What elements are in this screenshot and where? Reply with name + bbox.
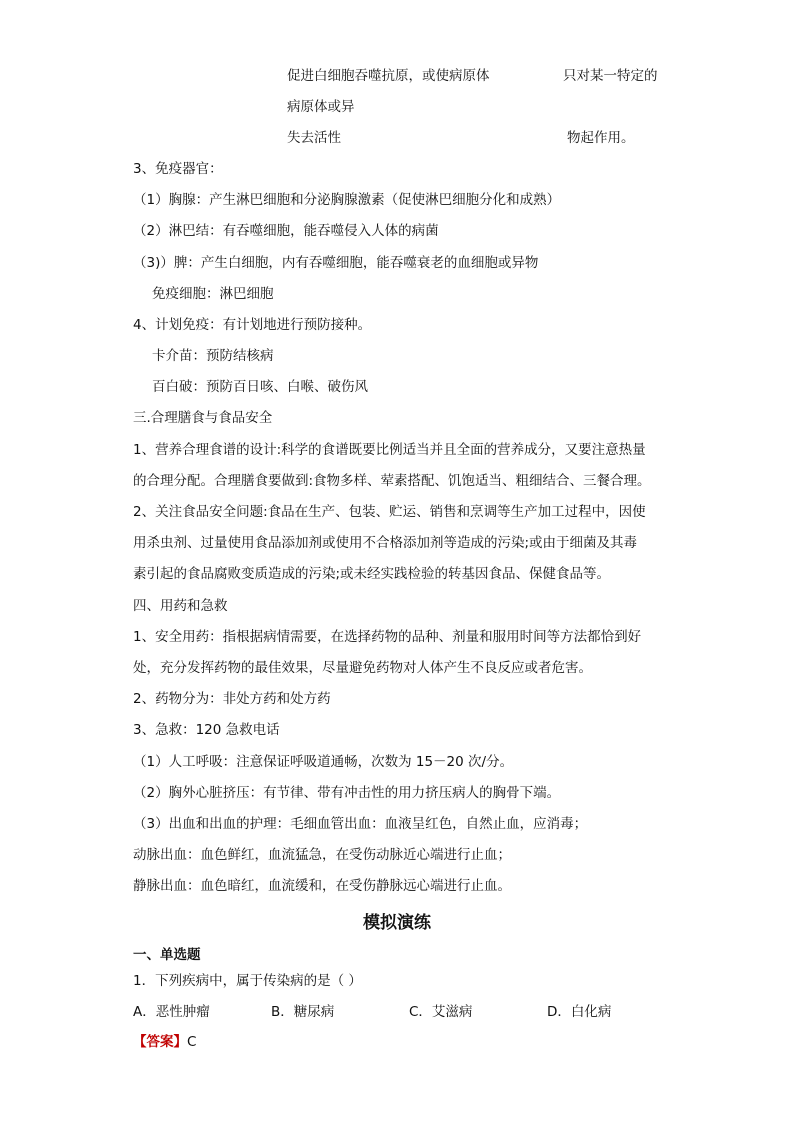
paragraph-line: （1）胸腺：产生淋巴细胞和分泌胸腺激素（促使淋巴细胞分化和成熟） — [133, 192, 561, 208]
paragraph-line: 动脉出血：血色鲜红，血流猛急，在受伤动脉近心端进行止血； — [133, 847, 511, 863]
paragraph-line: （3)）脾：产生白细胞，内有吞噬细胞，能吞噬衰老的血细胞或异物 — [133, 255, 539, 271]
practice-title: 模拟演练 — [363, 913, 431, 933]
paragraph-line: 用杀虫剂、过量使用食品添加剂或使用不合格添加剂等造成的污染;或由于细菌及其毒 — [133, 535, 638, 551]
paragraph-line: （2）胸外心脏挤压：有节律、带有冲击性的用力挤压病人的胸骨下端。 — [133, 785, 561, 801]
paragraph-line: 卡介苗：预防结核病 — [152, 348, 274, 364]
option-a: A．恶性肿瘤 — [133, 1004, 210, 1020]
question-stem: 1．下列疾病中，属于传染病的是（ ） — [133, 973, 362, 989]
paragraph-line: （2）淋巴结：有吞噬细胞，能吞噬侵入人体的病菌 — [133, 223, 439, 239]
paragraph-line: 静脉出血：血色暗红，血流缓和，在受伤静脉远心端进行止血。 — [133, 878, 511, 894]
paragraph-line: 1、安全用药：指根据病情需要，在选择药物的品种、剂量和服用时间等方法都恰到好 — [133, 629, 642, 645]
table-cell-text: 病原体或异 — [287, 99, 355, 115]
section-heading: 3、免疫器官： — [133, 161, 223, 177]
paragraph-line: （1）人工呼吸：注意保证呼吸道通畅，次数为 15－20 次/分。 — [133, 754, 514, 770]
paragraph-line: 3、急救：120 急救电话 — [133, 722, 280, 738]
answer-label: 【答案】 — [133, 1034, 187, 1050]
table-cell-text: 促进白细胞吞噬抗原，或使病原体 — [287, 68, 490, 84]
option-d: D．白化病 — [547, 1004, 612, 1020]
section-heading: 四、用药和急救 — [133, 598, 228, 614]
option-b: B．糖尿病 — [271, 1004, 335, 1020]
paragraph-line: 免疫细胞：淋巴细胞 — [152, 286, 274, 302]
paragraph-line: 处，充分发挥药物的最佳效果，尽量避免药物对人体产生不良反应或者危害。 — [133, 660, 592, 676]
paragraph-line: 2、关注食品安全问题:食品在生产、包装、贮运、销售和烹调等生产加工过程中，因使 — [133, 504, 646, 520]
question-type-heading: 一、单选题 — [133, 947, 201, 963]
paragraph-line: 2、药物分为：非处方药和处方药 — [133, 691, 331, 707]
section-heading: 三.合理膳食与食品安全 — [133, 410, 273, 426]
paragraph-line: 1、营养合理食谱的设计:科学的食谱既要比例适当并且全面的营养成分，又要注意热量 — [133, 442, 646, 458]
paragraph-line: 素引起的食品腐败变质造成的污染;或未经实践检验的转基因食品、保健食品等。 — [133, 566, 611, 582]
paragraph-line: 的合理分配。合理膳食要做到:食物多样、荤素搭配、饥饱适当、粗细结合、三餐合理。 — [133, 473, 651, 489]
answer-value: C — [187, 1034, 197, 1050]
paragraph-line: 百白破：预防百日咳、白喉、破伤风 — [152, 379, 368, 395]
paragraph-line: （3）出血和出血的护理：毛细血管出血：血液呈红色，自然止血，应消毒； — [133, 816, 588, 832]
answer-line — [133, 1032, 196, 1052]
table-cell-text: 物起作用。 — [567, 130, 635, 146]
table-cell-text: 失去活性 — [287, 130, 341, 146]
option-c: C．艾滋病 — [409, 1004, 473, 1020]
table-cell-text: 只对某一特定的 — [563, 68, 658, 84]
paragraph-line: 4、计划免疫：有计划地进行预防接种。 — [133, 317, 372, 333]
